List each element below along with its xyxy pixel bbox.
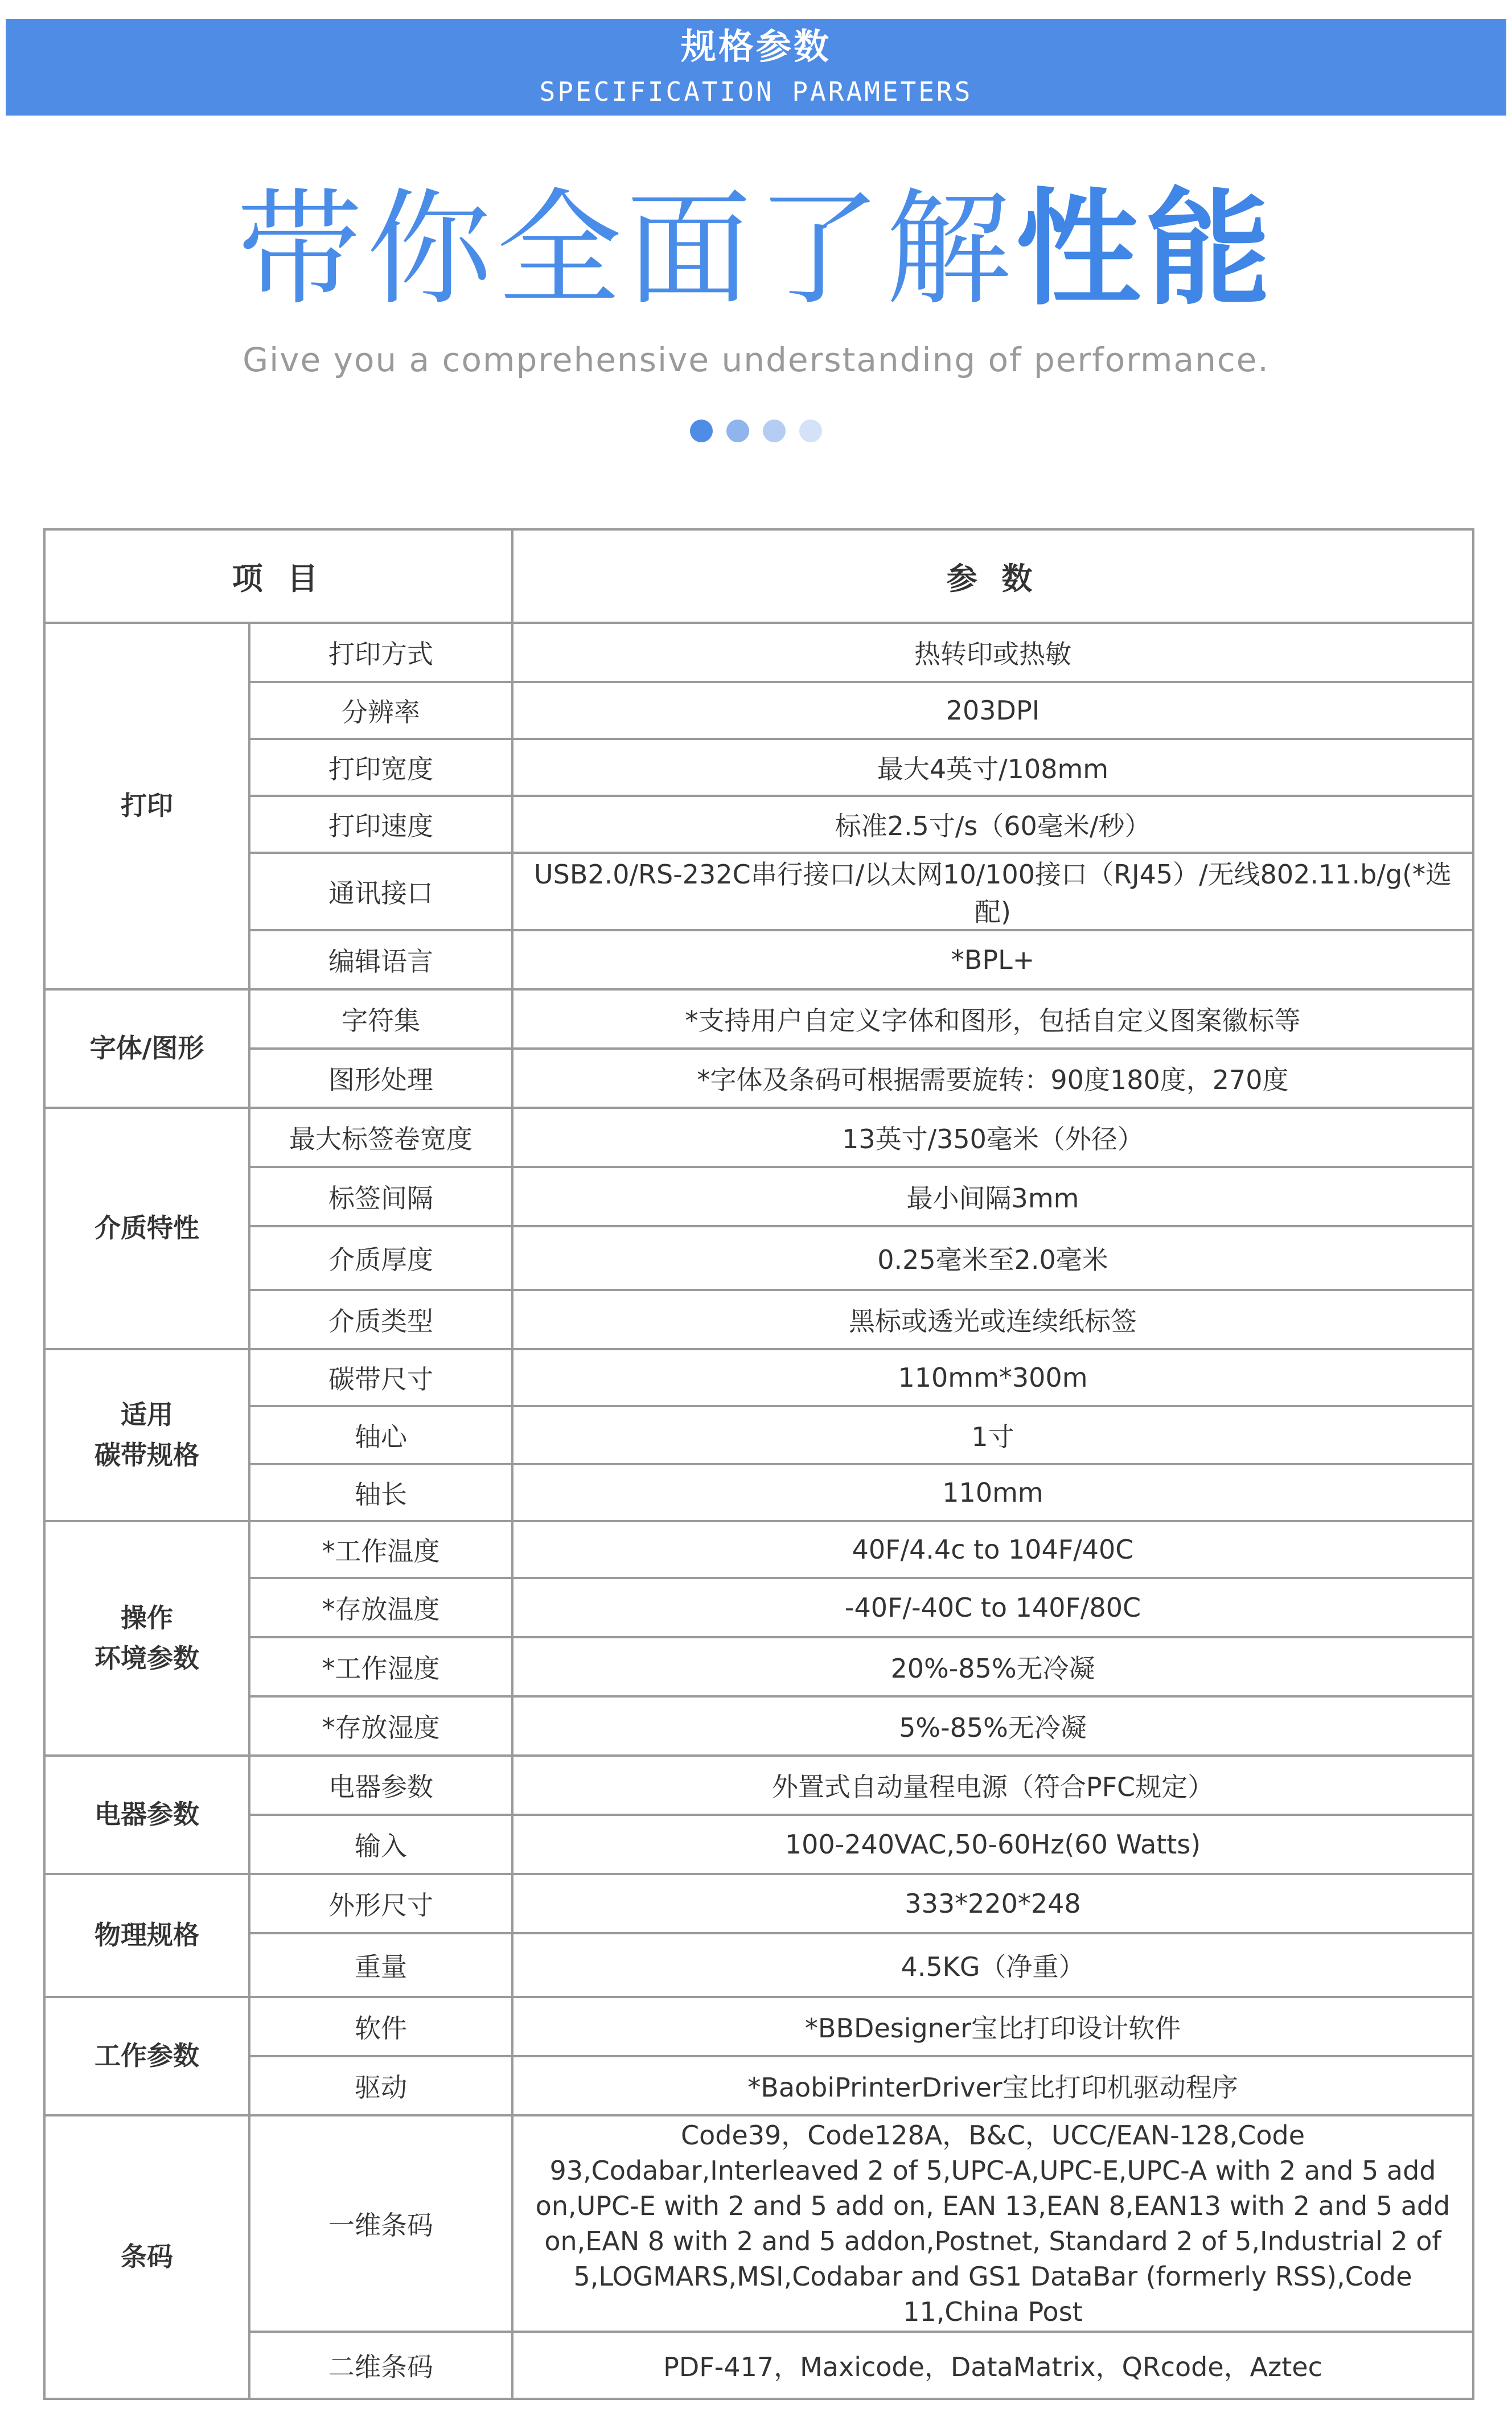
item-value: Code39，Code128A，B&C，UCC/EAN-128,Code 93,Codabar,Interleaved 2 of 5,UPC-A,UPC-E,UPC-A with 2 and 5 add on,UPC-E with 2 and 5 add on, EAN 13,EAN 8,EAN13 with 2 and 5 add on,EAN 8 with 2 and 5 addon,Postnet, Standard 2 of 5,Industrial 2 of 5,LOGMARS,MSI,Codabar and GS1 DataBar (formerly RSS),Code 11,China Post <box>512 2115 1473 2332</box>
item-name: 外形尺寸 <box>249 1874 512 1933</box>
hero-title-light: 带你全面了解 <box>236 176 1016 322</box>
table-row <box>44 682 1473 739</box>
category-cell <box>44 1756 249 1874</box>
category-cell <box>44 1108 249 1349</box>
table-row <box>44 989 1473 1049</box>
table-row <box>44 1637 1473 1696</box>
item-name: 轴长 <box>249 1464 512 1521</box>
spec-table <box>43 528 1474 2400</box>
table-row <box>44 1167 1473 1226</box>
dot <box>799 420 822 442</box>
item-value: -40F/-40C to 140F/80C <box>512 1578 1473 1637</box>
table-row <box>44 1290 1473 1349</box>
item-value: 标准2.5寸/s（60毫米/秒） <box>512 796 1473 853</box>
table-row <box>44 1933 1473 1997</box>
item-value: 最大4英寸/108mm <box>512 739 1473 796</box>
item-value: *支持用户自定义字体和图形，包括自定义图案徽标等 <box>512 989 1473 1049</box>
category-label: 物理规格 <box>94 1920 199 1951</box>
category-label: 工作参数 <box>94 2040 199 2072</box>
category-label: 操作 <box>121 1602 173 1633</box>
item-name: 轴心 <box>249 1406 512 1464</box>
item-value: 20%-85%无冷凝 <box>512 1637 1473 1696</box>
category-label: 字体/图形 <box>89 1033 204 1064</box>
item-name: *工作温度 <box>249 1521 512 1578</box>
category-cell <box>44 1521 249 1756</box>
item-value: 333*220*248 <box>512 1874 1473 1933</box>
header-banner <box>6 19 1506 116</box>
table-row <box>44 1108 1473 1167</box>
item-name: 编辑语言 <box>249 930 512 989</box>
decorative-dots <box>0 420 1512 442</box>
table-row <box>44 1521 1473 1578</box>
table-row <box>44 623 1473 682</box>
item-name: *存放温度 <box>249 1578 512 1637</box>
table-row <box>44 1578 1473 1637</box>
item-value: 最小间隔3mm <box>512 1167 1473 1226</box>
item-value: *字体及条码可根据需要旋转：90度180度，270度 <box>512 1049 1473 1108</box>
hero-subtitle: Give you a comprehensive understanding of performance. <box>243 340 1269 379</box>
table-row <box>44 2056 1473 2115</box>
item-name: 二维条码 <box>249 2332 512 2399</box>
item-value: 110mm <box>512 1464 1473 1521</box>
table-row <box>44 1049 1473 1108</box>
table-row <box>44 1349 1473 1406</box>
item-name: *工作湿度 <box>249 1637 512 1696</box>
item-value: 100-240VAC,50-60Hz(60 Watts) <box>512 1815 1473 1874</box>
table-row <box>44 739 1473 796</box>
item-value: 5%-85%无冷凝 <box>512 1696 1473 1756</box>
item-value: 黑标或透光或连续纸标签 <box>512 1290 1473 1349</box>
item-name: 电器参数 <box>249 1756 512 1815</box>
item-name: 介质厚度 <box>249 1226 512 1290</box>
table-row <box>44 1406 1473 1464</box>
item-name: 分辨率 <box>249 682 512 739</box>
item-name: 最大标签卷宽度 <box>249 1108 512 1167</box>
table-row <box>44 1756 1473 1815</box>
item-value: 4.5KG（净重） <box>512 1933 1473 1997</box>
item-value: 110mm*300m <box>512 1349 1473 1406</box>
item-name: 打印宽度 <box>249 739 512 796</box>
item-value: 13英寸/350毫米（外径） <box>512 1108 1473 1167</box>
hero-title <box>0 176 1512 322</box>
item-name: *存放湿度 <box>249 1696 512 1756</box>
hero-title-bold: 性能 <box>1016 176 1276 322</box>
table-row <box>44 1696 1473 1756</box>
item-name: 图形处理 <box>249 1049 512 1108</box>
dot <box>763 420 786 442</box>
item-value: *BBDesigner宝比打印设计软件 <box>512 1997 1473 2056</box>
table-row <box>44 1997 1473 2056</box>
category-label: 条码 <box>121 2241 173 2272</box>
item-value: 203DPI <box>512 682 1473 739</box>
banner-subtitle: SPECIFICATION PARAMETERS <box>539 76 973 107</box>
category-cell <box>44 1349 249 1521</box>
header-item: 项 目 <box>44 529 512 623</box>
header-param: 参 数 <box>512 529 1473 623</box>
category-label: 电器参数 <box>94 1799 199 1830</box>
dot <box>690 420 713 442</box>
table-row <box>44 930 1473 989</box>
banner-title: 规格参数 <box>680 26 831 67</box>
category-cell <box>44 1874 249 1997</box>
item-value: *BPL+ <box>512 930 1473 989</box>
item-name: 输入 <box>249 1815 512 1874</box>
category-cell <box>44 1997 249 2115</box>
table-row <box>44 1815 1473 1874</box>
table-row <box>44 2332 1473 2399</box>
item-value: 0.25毫米至2.0毫米 <box>512 1226 1473 1290</box>
category-cell <box>44 623 249 989</box>
item-name: 软件 <box>249 1997 512 2056</box>
item-value: 1寸 <box>512 1406 1473 1464</box>
category-cell <box>44 989 249 1108</box>
category-label: 适用 <box>121 1399 173 1430</box>
item-name: 字符集 <box>249 989 512 1049</box>
table-row <box>44 1464 1473 1521</box>
category-label: 介质特性 <box>94 1213 199 1244</box>
category-label: 碳带规格 <box>94 1440 199 1470</box>
category-cell <box>44 2115 249 2399</box>
item-value: PDF-417，Maxicode，DataMatrix，QRcode，Aztec <box>512 2332 1473 2399</box>
item-name: 重量 <box>249 1933 512 1997</box>
table-row <box>44 796 1473 853</box>
item-name: 碳带尺寸 <box>249 1349 512 1406</box>
item-name: 一维条码 <box>249 2115 512 2332</box>
item-value: USB2.0/RS-232C串行接口/以太网10/100接口（RJ45）/无线802.11.b/g(*选配) <box>512 853 1473 930</box>
table-row <box>44 1874 1473 1933</box>
item-value: 外置式自动量程电源（符合PFC规定） <box>512 1756 1473 1815</box>
item-value: 40F/4.4c to 104F/40C <box>512 1521 1473 1578</box>
category-label: 打印 <box>121 790 173 821</box>
item-value: *BaobiPrinterDriver宝比打印机驱动程序 <box>512 2056 1473 2115</box>
item-name: 打印方式 <box>249 623 512 682</box>
item-name: 驱动 <box>249 2056 512 2115</box>
item-name: 通讯接口 <box>249 853 512 930</box>
table-row <box>44 853 1473 930</box>
item-name: 介质类型 <box>249 1290 512 1349</box>
item-name: 打印速度 <box>249 796 512 853</box>
table-row <box>44 1226 1473 1290</box>
dot <box>726 420 749 442</box>
item-name: 标签间隔 <box>249 1167 512 1226</box>
item-value: 热转印或热敏 <box>512 623 1473 682</box>
category-label: 环境参数 <box>94 1643 199 1674</box>
table-row <box>44 2115 1473 2332</box>
table-header-row <box>44 529 1473 623</box>
